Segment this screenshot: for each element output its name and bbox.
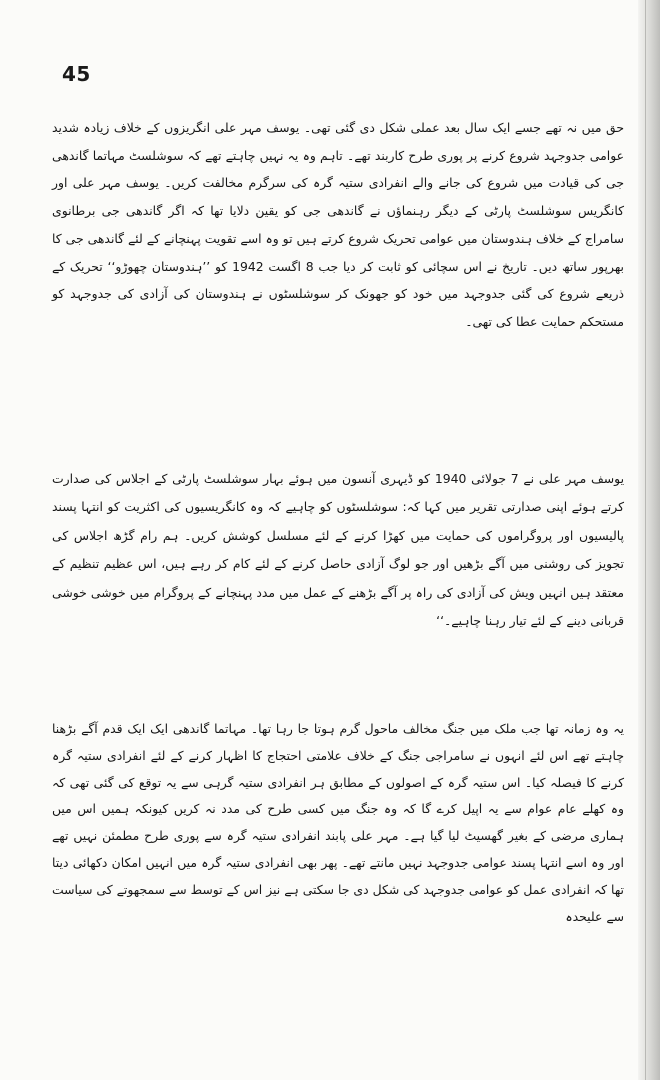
body-paragraph-2 [52, 465, 624, 635]
body-paragraph-1 [52, 114, 624, 336]
page-binding-edge [638, 0, 660, 1080]
page-number: 45 [62, 62, 91, 86]
paragraph-text: حق میں نہ تھے جسے ایک سال بعد عملی شکل دی گئی تھی۔ یوسف مہر علی انگریزوں کے خلاف زیادہ شدید عوامی جدوجہد شروع کرنے پر پوری طرح کاربند تھے۔ تاہم وہ یہ نہیں چاہتے تھے کہ سوشلسٹ مہاتما گاندھی جی کی قیادت میں شروع کی جانے والے انفرادی ستیہ گرہ کی سرگرم مخالفت کریں۔ یوسف مہر علی اور کانگریس سوشلسٹ پارٹی کے دیگر رہنماؤں نے گاندھی جی کو یقین دلایا تھا کہ اگر گاندھی جی برطانوی سامراج کے خلاف ہندوستان میں عوامی تحریک شروع کرتے ہیں تو وہ اسے تقویت پہنچانے کے لئے گاندھی جی کا بھرپور ساتھ دیں۔ تاریخ نے اس سچائی کو ثابت کر دیا جب 8 اگست 1942 کو ’’ہندوستان چھوڑو‘‘ تحریک کے ذریعے شروع کی گئی جدوجہد میں خود کو جھونک کر سوشلسٹوں نے ہندوستان کی آزادی کی جدوجہد کو مستحکم حمایت عطا کی تھی۔ [52, 120, 624, 329]
paragraph-text: یہ وہ زمانہ تھا جب ملک میں جنگ مخالف ماحول گرم ہوتا جا رہا تھا۔ مہاتما گاندھی ایک ایک قدم آگے بڑھنا چاہتے تھے اس لئے انہوں نے سامراجی جنگ کے خلاف علامتی احتجاج کا اظہار کرنے کے لئے انفرادی ستیہ گرہ کرنے کا فیصلہ کیا۔ اس ستیہ گرہ کے اصولوں کے مطابق ہر انفرادی ستیہ گرہی سے یہ توقع کی گئی تھی کہ وہ کھلے عام عوام سے یہ اپیل کرے گا کہ وہ جنگ میں کسی طرح کی مدد نہ کریں کیونکہ ہمیں اس میں ہماری مرضی کے بغیر گھسیٹ لیا گیا ہے۔ مہر علی پابند انفرادی ستیہ گرہ سے پوری طرح مطمئن نہیں تھے اور وہ اسے انتہا پسند عوامی جدوجہد نہیں مانتے تھے۔ پھر بھی انفرادی ستیہ گرہ میں انہیں امکان دکھائی دیتا تھا کہ انفرادی عمل کو عوامی جدوجہد کی شکل دی جا سکتی ہے نیز اس کے توسط سے سمجھوتے کی سیاست سے علیحدہ [52, 721, 624, 924]
body-paragraph-3 [52, 716, 624, 930]
paragraph-text: یوسف مہر علی نے 7 جولائی 1940 کو ڈیہری آنسون میں ہوئے بہار سوشلسٹ پارٹی کے اجلاس کی صدارت کرتے ہوئے اپنی صدارتی تقریر میں کہا کہ: سوشلسٹوں کو چاہیے کہ وہ کانگریسیوں کی اکثریت کو انتہا پسند پالیسیوں اور پروگراموں کی حمایت میں کھڑا کرنے کے لئے مسلسل کوشش کریں۔ ہم رام گڑھ اجلاس کی تجویز کی روشنی میں آگے بڑھیں اور جو لوگ آزادی حاصل کرنے کے لئے کام کر رہے ہیں، اس عظیم تنظیم کے معتقد ہیں انہیں ویش کی آزادی کی راہ پر آگے بڑھنے کے عمل میں مدد پہنچانے کے پروگرام میں خوشی خوشی قربانی دینے کے لئے تیار رہنا چاہیے۔‘‘ [52, 471, 625, 629]
page-binding-line [645, 0, 646, 1080]
